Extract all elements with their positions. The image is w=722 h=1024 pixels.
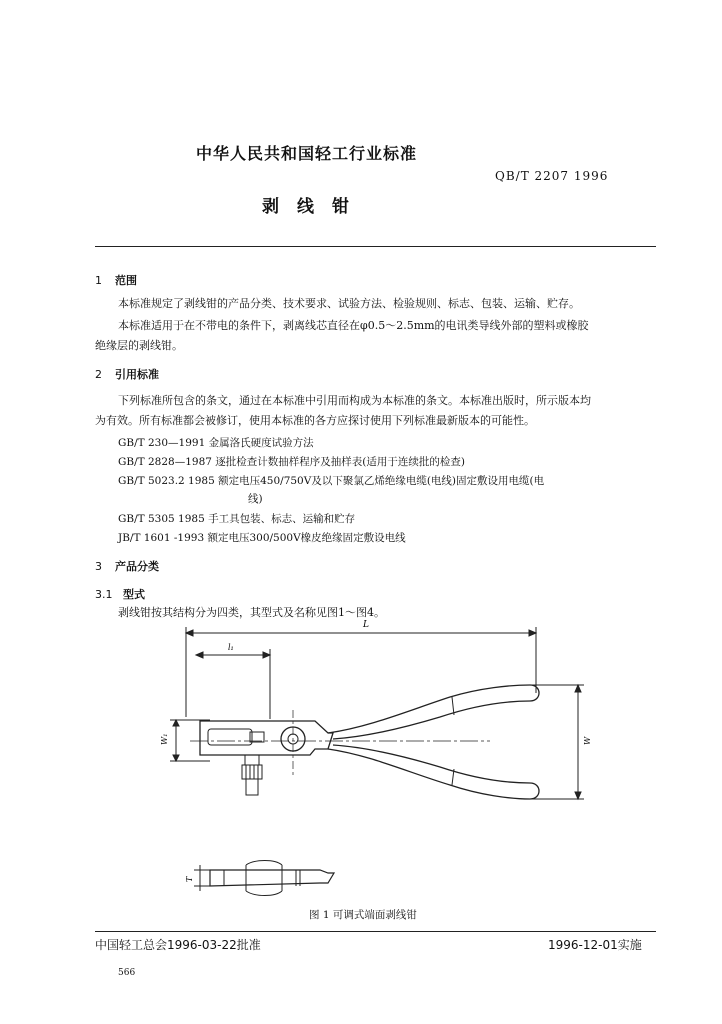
paragraph: 剥线钳按其结构分为四类，其型式及名称见图1～图4。 — [118, 606, 385, 619]
subsection-3-1-heading — [95, 586, 145, 602]
dim-label-L: L — [363, 620, 369, 630]
upper-handle — [328, 685, 539, 739]
paragraph: 本标准适用于在不带电的条件下，剥离线芯直径在φ0.5～2.5mm的电讯类导线外部的塑料或橡胶 — [118, 319, 589, 332]
document-title: 剥线钳 — [262, 197, 367, 217]
paragraph-continuation: 绝缘层的剥线钳。 — [95, 339, 183, 352]
section-title: 型式 — [123, 588, 145, 601]
footer-rule — [95, 931, 656, 932]
dim-label-T: T — [185, 876, 194, 882]
section-title: 范围 — [115, 274, 137, 287]
paragraph: 下列标准所包含的条文，通过在本标准中引用而构成为本标准的条文。本标准出版时，所示版本均 — [118, 394, 591, 407]
side-view-outline — [210, 870, 334, 886]
reference-standard: GB/T 2828—1987 逐批检查计数抽样程序及抽样表(适用于连续批的检查) — [118, 456, 465, 468]
section-title: 产品分类 — [115, 560, 159, 573]
effective-date: 1996-12-01实施 — [548, 938, 642, 952]
reference-standard: GB/T 5305 1985 手工具包装、标志、运输和贮存 — [118, 513, 356, 525]
header-rule — [95, 246, 656, 247]
section-number: 2 — [95, 368, 102, 381]
wire-stripper-drawing — [150, 615, 600, 905]
section-1-heading — [95, 272, 137, 288]
jaw-body — [200, 721, 333, 755]
dim-label-W: W — [583, 736, 592, 745]
paragraph: 本标准规定了剥线钳的产品分类、技术要求、试验方法、检验规则、标志、包装、运输、贮存。 — [118, 297, 580, 310]
reference-standard: GB/T 230—1991 金属洛氏硬度试验方法 — [118, 437, 314, 449]
section-number: 3 — [95, 560, 102, 573]
lower-handle — [328, 745, 539, 799]
section-3-heading — [95, 558, 159, 574]
section-2-heading — [95, 366, 159, 382]
section-number: 3.1 — [95, 588, 113, 601]
page-number: 566 — [118, 968, 136, 978]
standard-org-title: 中华人民共和国轻工行业标准 — [196, 144, 418, 163]
section-title: 引用标准 — [115, 368, 159, 381]
approval-info: 中国轻工总会1996-03-22批准 — [95, 938, 261, 952]
standard-number: QB/T 2207 1996 — [495, 169, 609, 183]
section-number: 1 — [95, 274, 102, 287]
figure-caption: 图 1 可调式端面剥线钳 — [309, 909, 417, 921]
reference-standard-continuation: 线) — [248, 493, 263, 505]
reference-standard: JB/T 1601 -1993 额定电压300/500V橡皮绝缘固定敷设电线 — [118, 532, 406, 544]
dim-label-l1: l₁ — [228, 643, 234, 652]
dim-label-W1: W₁ — [160, 733, 169, 745]
reference-standard: GB/T 5023.2 1985 额定电压450/750V及以下聚氯乙烯绝缘电缆(电线)固定敷设用电缆(电 — [118, 475, 545, 487]
paragraph-continuation: 为有效。所有标准都会被修订，使用本标准的各方应探讨使用下列标准最新版本的可能性。 — [95, 414, 535, 427]
